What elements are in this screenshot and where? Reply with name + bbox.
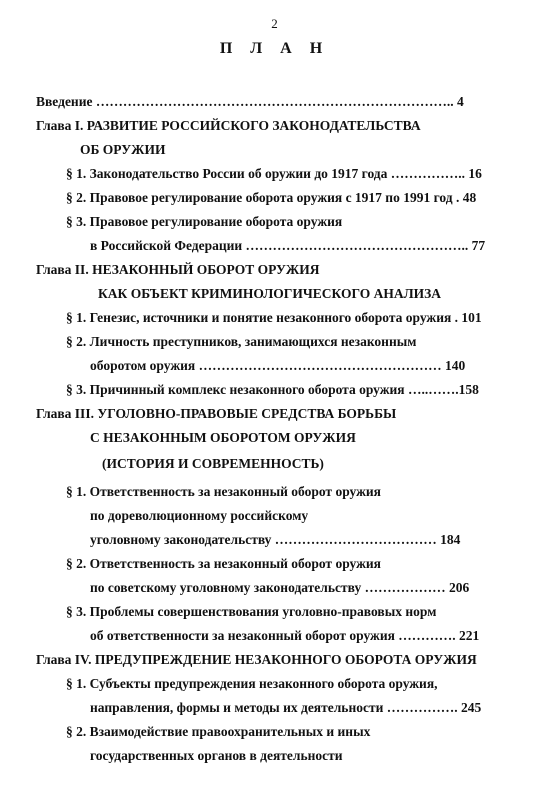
toc-ch4-section-1: § 1. Субъекты предупреждения незаконного оборота оружия, [66,676,438,691]
toc-chapter-3-heading-cont-2: (ИСТОРИЯ И СОВРЕМЕННОСТЬ) [102,456,324,471]
toc-ch4-section-2-cont: государственных органов в деятельности [90,748,343,763]
toc-ch4-section-1-cont: направления, формы и методы их деятельности ……………. 245 [90,700,482,715]
page-number: 2 [271,16,278,31]
toc-ch3-section-3-cont: об ответственности за незаконный оборот оружия …………. 221 [90,628,480,643]
toc-ch3-section-2: § 2. Ответственность за незаконный оборот оружия [66,556,381,571]
toc-introduction: Введение …………………………………………………………………….. 4 [36,94,464,109]
toc-ch2-section-2: § 2. Личность преступников, занимающихся незаконным [66,334,417,349]
toc-ch1-section-3: § 3. Правовое регулирование оборота оружия [66,214,343,229]
toc-ch2-section-3: § 3. Причинный комплекс незаконного оборота оружия …..…….158 [66,382,479,397]
toc-chapter-3-heading: Глава III. УГОЛОВНО-ПРАВОВЫЕ СРЕДСТВА БОРЬБЫ [36,406,397,421]
toc-ch1-section-2: § 2. Правовое регулирование оборота оружия с 1917 по 1991 год . 48 [66,190,477,205]
toc-ch1-section-3-cont: в Российской Федерации ………………………………………….. 77 [90,238,486,253]
toc-ch1-section-1: § 1. Законодательство России об оружии до 1917 года …………….. 16 [66,166,482,181]
toc-ch3-section-1-cont-2: уголовному законодательству ……………………………… 184 [90,532,461,547]
toc-chapter-2-heading-cont: КАК ОБЪЕКТ КРИМИНОЛОГИЧЕСКОГО АНАЛИЗА [98,286,442,301]
toc-chapter-2-heading: Глава II. НЕЗАКОННЫЙ ОБОРОТ ОРУЖИЯ [36,262,320,277]
toc-chapter-1-heading: Глава I. РАЗВИТИЕ РОССИЙСКОГО ЗАКОНОДАТЕЛЬСТВА [36,118,421,133]
toc-chapter-1-heading-cont: ОБ ОРУЖИИ [80,142,166,157]
toc-ch2-section-2-cont: оборотом оружия ……………………………………………… 140 [90,358,466,373]
toc-ch3-section-2-cont: по советскому уголовному законодательству ……………… 206 [90,580,470,595]
toc-chapter-4-heading: Глава IV. ПРЕДУПРЕЖДЕНИЕ НЕЗАКОННОГО ОБОРОТА ОРУЖИЯ [36,652,477,667]
toc-ch3-section-1-cont: по дореволюционному российскому [90,508,309,523]
plan-title: П Л А Н [219,40,330,57]
toc-chapter-3-heading-cont: С НЕЗАКОННЫМ ОБОРОТОМ ОРУЖИЯ [90,430,356,445]
toc-ch4-section-2: § 2. Взаимодействие правоохранительных и иных [66,724,371,739]
toc-ch2-section-1: § 1. Генезис, источники и понятие незаконного оборота оружия . 101 [66,310,482,325]
toc-ch3-section-1: § 1. Ответственность за незаконный оборот оружия [66,484,381,499]
toc-ch3-section-3: § 3. Проблемы совершенствования уголовно-правовых норм [66,604,437,619]
